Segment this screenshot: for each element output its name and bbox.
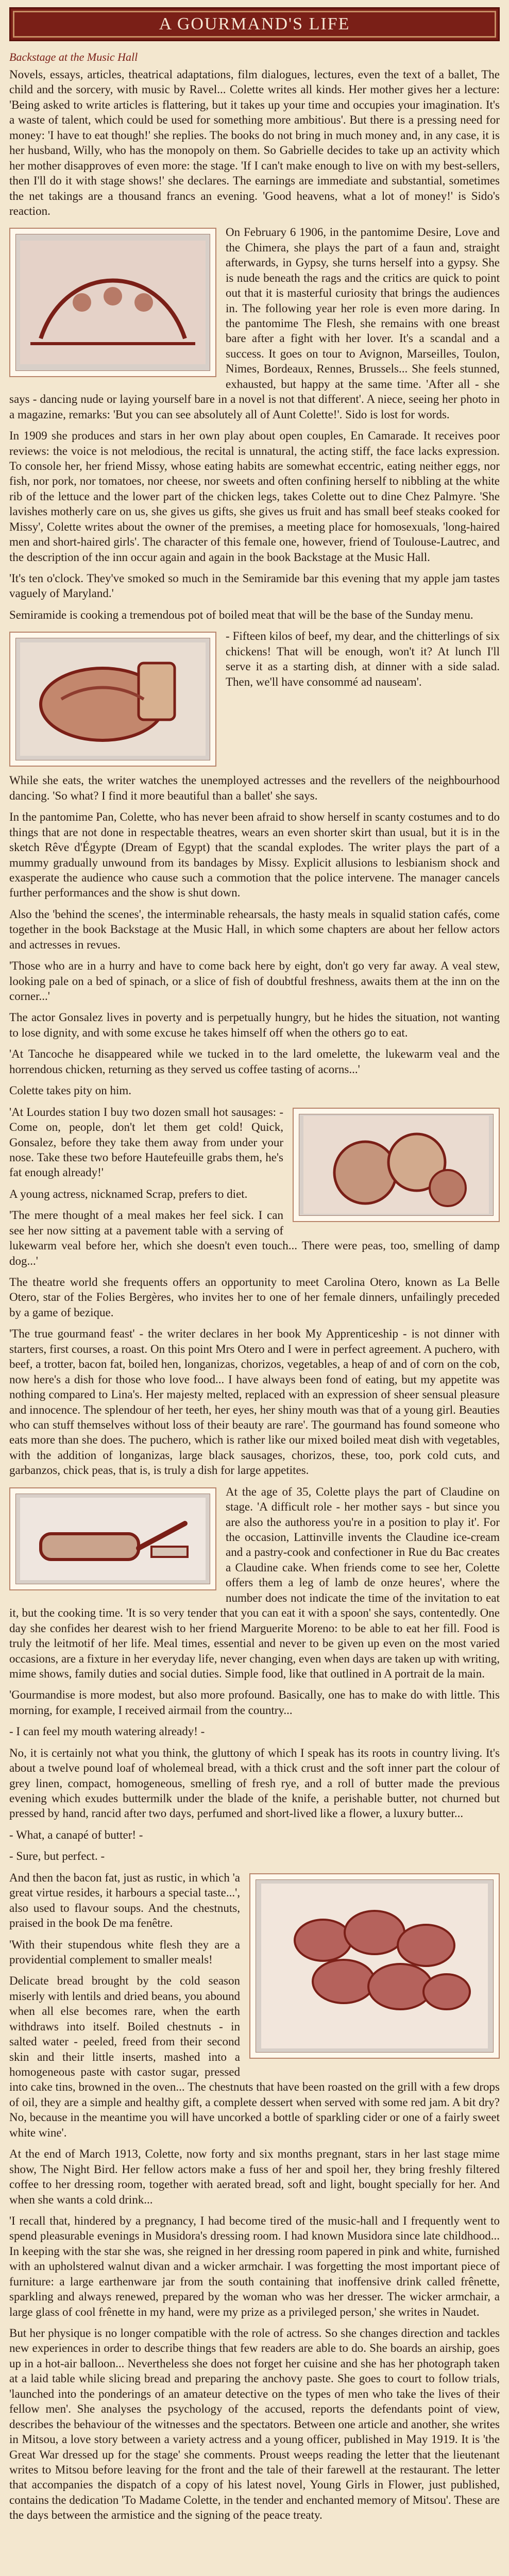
paragraph: 'The mere thought of a meal makes her feel sick. I can see her now sitting at a pavement table with a serving of lukewarm veal before her, which she doesn't even touch... There were peas, too, smelling of damp dog...' bbox=[9, 1209, 500, 1267]
paragraph: But her physique is no longer compatible with the role of actress. So she changes direction and tackles new experiences in order to describe things that few readers are able to do. She boards an airship, goes up in a hot-air balloon... Nevertheless she does not forget her cuisine and she has her photograph taken at a laid table while slicing bread and preparing the anchovy paste. She goes to court to follow trials, 'launched into the ponderings of an amateur detective on the types of men who take the lives of their fellow men'. She analyses the psychology of the accused, reports the defendants point of view, describes the behaviour of the witnesses and the spectators. Between one article and another, she writes in Mitsou, a love story between a variety actress and a young officer, published in May 1919. It is 'the Great War dressed up for the stage' she comments. Proust weeps reading the letter that the lieutenant writes to Mitsou before leaving for the front and the tale of their farewell at the restaurant. The letter that accompanies the dispatch of a copy of his latest novel, Young Girls in Flower, just published, contains the dedication 'To Madame Colette, in the tender and enchanted memory of Mitsou'. These are the days between the armistice and the signing of the peace treaty. bbox=[9, 2327, 500, 2522]
paragraph: No, it is certainly not what you think, the gluttony of which I speak has its roots in country living. It's about a twelve pound loaf of wholemeal bread, with a thick crust and the soft inner part the colour of grey linen, compact, homogeneous, smelling of fresh rye, and a roll of butter made the previous evening which exudes buttermilk under the blade of the knife, a perishable butter, not churned but pressed by hand, rancid after two days, perfumed and short-lived like a flower, a luxury butter... bbox=[9, 1746, 500, 1820]
paragraph: At the age of 35, Colette plays the part of Claudine on stage. 'A difficult role - her mother says - but since you are also the authoress you're in a position to play it'. For the occasion, Lattinville invents the Claudine ice-cream and a pastry-cook and confectioner in Rue du Bac creates a Claudine cake. When friends come to see her, Colette offers them a leg of lamb de onze heures', where the number does not indicate the time of the invitation to eat it, but the cooking time. 'It is so very tender that you can eat it with a spoon' she says, contentedly. One day she confides her dearest wish to her friend Marguerite Moreno: to be able to eat her fill. Food is truly the leitmotif of her life. Meal times, essential and never to be given up even on the most varied occasions, are a fixture in her everyday life, never changing, even when days are taken up with writing, mime shows, family duties and social duties. Simple food, like that outlined in A portrait de la main. bbox=[9, 1485, 500, 1680]
paragraph: 'At Lourdes station I buy two dozen small hot sausages: - Come on, people, don't let them get cold! Quick, Gonsalez, before they take them away from under your nose. Take these two before Hautefeuille grabs them, he's fat enough already!' bbox=[9, 1105, 283, 1179]
illustration-pastry bbox=[293, 1108, 500, 1222]
paragraph: A young actress, nicknamed Scrap, prefers to diet. bbox=[9, 1187, 248, 1200]
paragraph: Semiramide is cooking a tremendous pot of boiled meat that will be the base of the Sunday menu. bbox=[9, 608, 473, 621]
bread-butter-icon bbox=[20, 1498, 206, 1580]
paragraph: 'I recall that, hindered by a pregnancy, I had become tired of the music-hall and I frequently went to spend pleasurable evenings in Musidora's dressing room. I had known Musidora since late childhood... In keeping with the star she was, she reigned in her dressing room papered in pink and white, furnished with an upholstered walnut divan and a wicker armchair. I was forgetting the most important piece of furniture: a large earthenware jar from the south containing that inoffensive drink called frênette, sparkling and always renewed, prepared by the woman who was her dresser. The wicker armchair, a large glass of cool frênette in my hand, were my prize as a privileged person,' she writes in Naudet. bbox=[9, 2214, 500, 2318]
section-kicker: Backstage at the Music Hall bbox=[9, 50, 138, 63]
illustration-chestnuts bbox=[249, 1873, 500, 2059]
paragraph: 'At Tancoche he disappeared while we tucked in to the lard omelette, the lukewarm veal and the horrendous chicken, returning as they served us coffee tasting of acorns...' bbox=[9, 1047, 500, 1076]
illustration-frame bbox=[256, 1879, 494, 2053]
paragraph: 'Those who are in a hurry and have to come back here by eight, don't go very far away. A veal stew, looking pale on a bed of spinach, or a slice of fish of doubtful freshness, awaits them at the inn on the corner...' bbox=[9, 959, 500, 1003]
page-title: A GOURMAND'S LIFE bbox=[159, 14, 350, 33]
paragraph: - I can feel my mouth watering already! - bbox=[9, 1725, 205, 1738]
boiled-meat-icon bbox=[20, 642, 206, 756]
paragraph: The actor Gonsalez lives in poverty and is perpetually hungry, but he hides the situation, not wanting to lose dignity, and with some excuse he takes himself off when the others go to eat. bbox=[9, 1011, 500, 1039]
paragraph: Also the 'behind the scenes', the interminable rehearsals, the hasty meals in squalid station cafés, come together in the book Backstage at the Music Hall, in which some chapters are about her fellow actors and actresses in revues. bbox=[9, 907, 500, 951]
chestnuts-icon bbox=[261, 1884, 488, 2048]
pastry-icon bbox=[303, 1116, 489, 1214]
paragraph: Novels, essays, articles, theatrical adaptations, film dialogues, lectures, even the text of a ballet, The child and the sorcery, with music by Ravel... Colette writes all kinds. Her mother gives her a lecture: 'Being asked to write articles is flattering, but it takes up your time and occupies your imagination. It's a waste of talent, which could be used for something more ambitious'. But there is a pressing need for money: 'I have to eat though!' she replies. The books do not bring in much money and, in any case, it is her husband, Willy, who has the monopoly on them. So Gabrielle decides to take up an activity which her mother disapproves of even more: the stage. 'If I can't make enough to live on with my best-sellers, then I'll do it with stage shows!' she declares. The earnings are immediate and substantial, sometimes the net takings are a thousand francs an evening. 'Good heavens, what a lot of money!' is Sido's reaction. bbox=[9, 68, 500, 217]
paragraph: The theatre world she frequents offers an opportunity to meet Carolina Otero, known as La Belle Otero, star of the Folies Bergères, who invites her to one of her female dinners, unfailingly preceded by a game of bezique. bbox=[9, 1276, 500, 1319]
paragraph: 'It's ten o'clock. They've smoked so much in the Semiramide bar this evening that my apple jam tastes vaguely of Maryland.' bbox=[9, 572, 500, 600]
paragraph: At the end of March 1913, Colette, now forty and six months pregnant, stars in her last stage mime show, The Night Bird. Her fellow actors make a fuss of her and spoil her, they bring freshly filtered coffee to her dressing room, together with aerated bread, soft and light, bought specially for her. And when she wants a cold drink... bbox=[9, 2147, 500, 2206]
paragraph: Delicate bread brought by the cold season miserly with lentils and dried beans, you abound when all else becomes rare, when the earth withdraws into itself. Boiled chestnuts - in salted water - peeled, freed from their second skin and their little inserts, mashed into a homogeneous paste with castor sugar, pressed into cake tins, browned in the oven... The chestnuts that have been roasted on the grill with a few drops of oil, they are a simple and healthy gift, a complete dessert when served with some red jam. A bit dry? No, because in the meantime you will have uncorked a bottle of sparkling cider or one of a fairly sweet white wine'. bbox=[9, 1974, 500, 2139]
illustration-boiled-meat bbox=[9, 632, 216, 767]
illustration-bread-butter bbox=[9, 1487, 216, 1590]
illustration-frame bbox=[15, 638, 210, 760]
paragraph: 'Gourmandise is more modest, but also more profound. Basically, one has to make do with little. This morning, for example, I received airmail from the country... bbox=[9, 1688, 500, 1717]
title-banner bbox=[9, 7, 500, 41]
paragraph: While she eats, the writer watches the unemployed actresses and the revellers of the neighbourhood dancing. 'So what? I find it more beautiful than a ballet' she says. bbox=[9, 774, 500, 802]
paragraph: - What, a canapé of butter! - bbox=[9, 1828, 143, 1841]
paragraph: In the pantomime Pan, Colette, who has never been afraid to show herself in scanty costumes and to do things that are not done in respectable theatres, wears an even shorter skirt than usual, but it is in the sketch Rêve d'Égypte (Dream of Egypt) that the scandal explodes. The writer plays the part of a mummy gradually unwound from its bandages by Missy. Explicit allusions to lesbianism shock and exasperate the audience who cause such a commotion that the police intervene. The manager cancels further performances and the show is shut down. bbox=[9, 810, 500, 900]
paragraph: - Sure, but perfect. - bbox=[9, 1850, 105, 1863]
illustration-frame bbox=[15, 234, 210, 371]
paragraph: 'With their stupendous white flesh they are a providential complement to smaller meals! bbox=[9, 1938, 240, 1966]
paragraph: Colette takes pity on him. bbox=[9, 1084, 131, 1097]
bottom-spacer bbox=[9, 2529, 500, 2534]
paragraph: And then the bacon fat, just as rustic, in which 'a great virtue resides, it harbours a special taste...', also used to flavour soups. And the chestnuts, praised in the book De ma fenêtre. bbox=[9, 1871, 240, 1930]
illustration-frame bbox=[299, 1114, 494, 1216]
illustration-music-hall bbox=[9, 228, 216, 377]
music-hall-icon bbox=[20, 241, 206, 364]
paragraph: On February 6 1906, in the pantomime Desire, Love and the Chimera, she plays the part of a faun and, straight afterwards, in Gypsy, she turns herself into a gypsy. She is nude beneath the rags and the critics are quick to point out that it is masterful curiosity that brings the audiences in. The following year her role is even more daring. In the pantomime The Flesh, she remains with one breast bare after a fight with her lover. It's a scandal and a success. It goes on tour to Avignon, Marseilles, Toulon, Nimes, Bordeaux, Rennes, Brussels... She feels stunned, exhausted, but happy at the same time. 'After all - she says - dancing nude or laying yourself bare in a novel is not that different'. A niece, seeing her photo in a magazine, remarks: 'But you can see absolutely all of Aunt Colette!'. Sido is lost for words. bbox=[9, 226, 500, 421]
illustration-frame bbox=[15, 1494, 210, 1584]
paragraph: - Fifteen kilos of beef, my dear, and the chitterlings of six chickens! That will be enough, won't it? At lunch I'll serve it as a starting dish, at dinner with a side salad. Then, we'll have consommé ad nauseam'. bbox=[226, 630, 500, 688]
paragraph: 'The true gourmand feast' - the writer declares in her book My Apprenticeship - is not dinner with starters, first courses, a roast. On this point Mrs Otero and I were in perfect agreement. A puchero, with beef, a trotter, bacon fat, boiled hen, longanizas, chorizos, vegetables, a heap of and of corn on the cob, now here's a dish for those who love food... I have always been fond of eating, but my appetite was nothing compared to Lina's. Her majesty melted, replaced with an expression of sheer sensual pleasure and innocence. The splendour of her teeth, her eyes, her shiny mouth was that of a young girl. Beauties who can stuff themselves without loss of their beauty are rare'. The gourmand has found someone who eats more than she does. The puchero, which is rather like our mixed boiled meat dish with vegetables, with the addition of longanizas, large black sausages, chorizos, these, too, pork cold cuts, and garbanzos, chick peas, that is, is truly a dish for large appetites. bbox=[9, 1327, 500, 1477]
paragraph: In 1909 she produces and stars in her own play about open couples, En Camarade. It receives poor reviews: the voice is not melodious, the recital is unnatural, the acting stiff, the face lacks expression. To console her, her friend Missy, whose eating habits are somewhat eccentric, eating neither eggs, nor fish, nor pork, nor tomatoes, nor cheese, nor sweets and often confining herself to nibbling at the white rib of the lettuce and the lower part of the chicken legs, takes Colette out to dine Chez Palmyre. 'She lavishes motherly care on us, she gives us gifts, she gives us fruit and has small beef steaks cooked for Missy', Colette writes about the owner of the premises, a meeting place for homosexuals, 'long-haired men and short-haired girls'. The character of this female one, however, friend of Toulouse-Lautrec, and the description of the inn occur again and again in the book Backstage at the Music Hall. bbox=[9, 429, 500, 564]
